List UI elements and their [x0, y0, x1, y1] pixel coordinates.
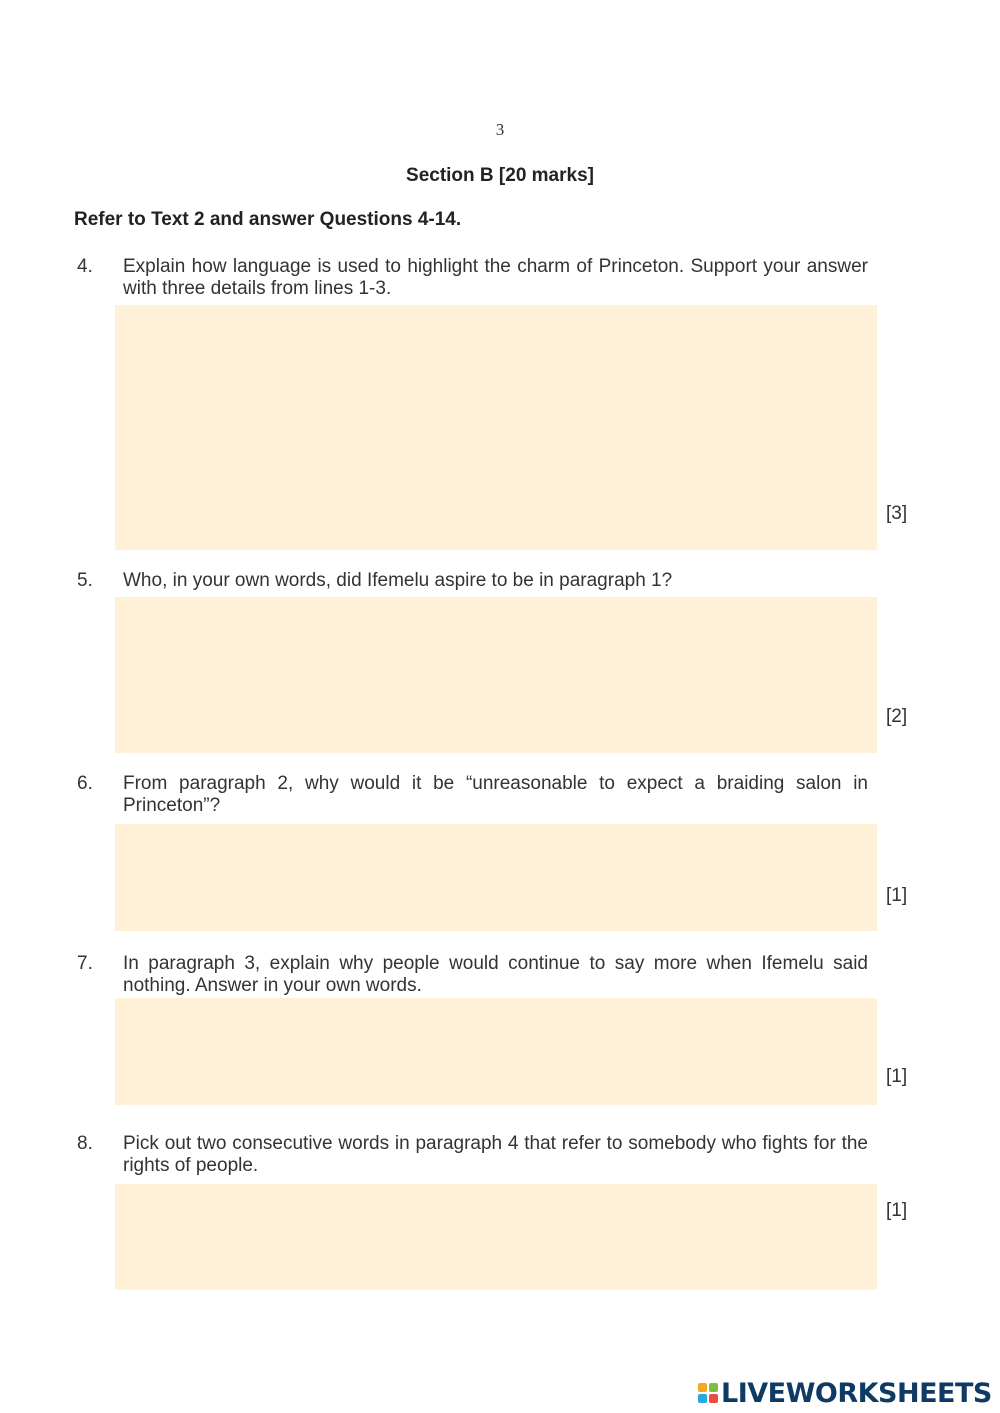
marks-label: [1]: [886, 885, 908, 906]
marks-label: [1]: [886, 1200, 908, 1221]
question-text: Pick out two consecutive words in paragraph 4 that refer to somebody who fights for the rights of people.: [123, 1133, 868, 1176]
answer-box-q8[interactable]: [115, 1184, 877, 1290]
logo-square: [709, 1394, 718, 1403]
liveworksheets-logo: [698, 1377, 992, 1409]
section-instruction: Refer to Text 2 and answer Questions 4-14.: [74, 209, 462, 230]
question-text: From paragraph 2, why would it be “unreasonable to expect a braiding salon in Princeton”?: [123, 773, 868, 816]
question-number: 8.: [77, 1133, 93, 1154]
logo-text: LIVEWORKSHEETS: [721, 1377, 992, 1409]
question-text: In paragraph 3, explain why people would continue to say more when Ifemelu said nothing. Answer in your own words.: [123, 953, 868, 996]
marks-label: [3]: [886, 503, 908, 524]
question-text: Explain how language is used to highlight the charm of Princeton. Support your answer with three details from lines 1-3.: [123, 256, 868, 299]
question-number: 5.: [77, 570, 93, 591]
question-text: Who, in your own words, did Ifemelu aspire to be in paragraph 1?: [123, 570, 673, 591]
answer-box-q5[interactable]: [115, 597, 877, 753]
question-number: 6.: [77, 773, 93, 794]
question-number: 4.: [77, 256, 93, 277]
marks-label: [2]: [886, 706, 908, 727]
marks-label: [1]: [886, 1066, 908, 1087]
question-number: 7.: [77, 953, 93, 974]
logo-square: [698, 1394, 707, 1403]
logo-square: [698, 1383, 707, 1392]
answer-box-q4[interactable]: [115, 305, 877, 550]
answer-box-q6[interactable]: [115, 824, 877, 931]
liveworksheets-logo-icon: [698, 1383, 718, 1403]
logo-square: [709, 1383, 718, 1392]
answer-box-q7[interactable]: [115, 998, 877, 1105]
section-title: Section B [20 marks]: [406, 165, 594, 186]
page-number: 3: [495, 120, 505, 139]
